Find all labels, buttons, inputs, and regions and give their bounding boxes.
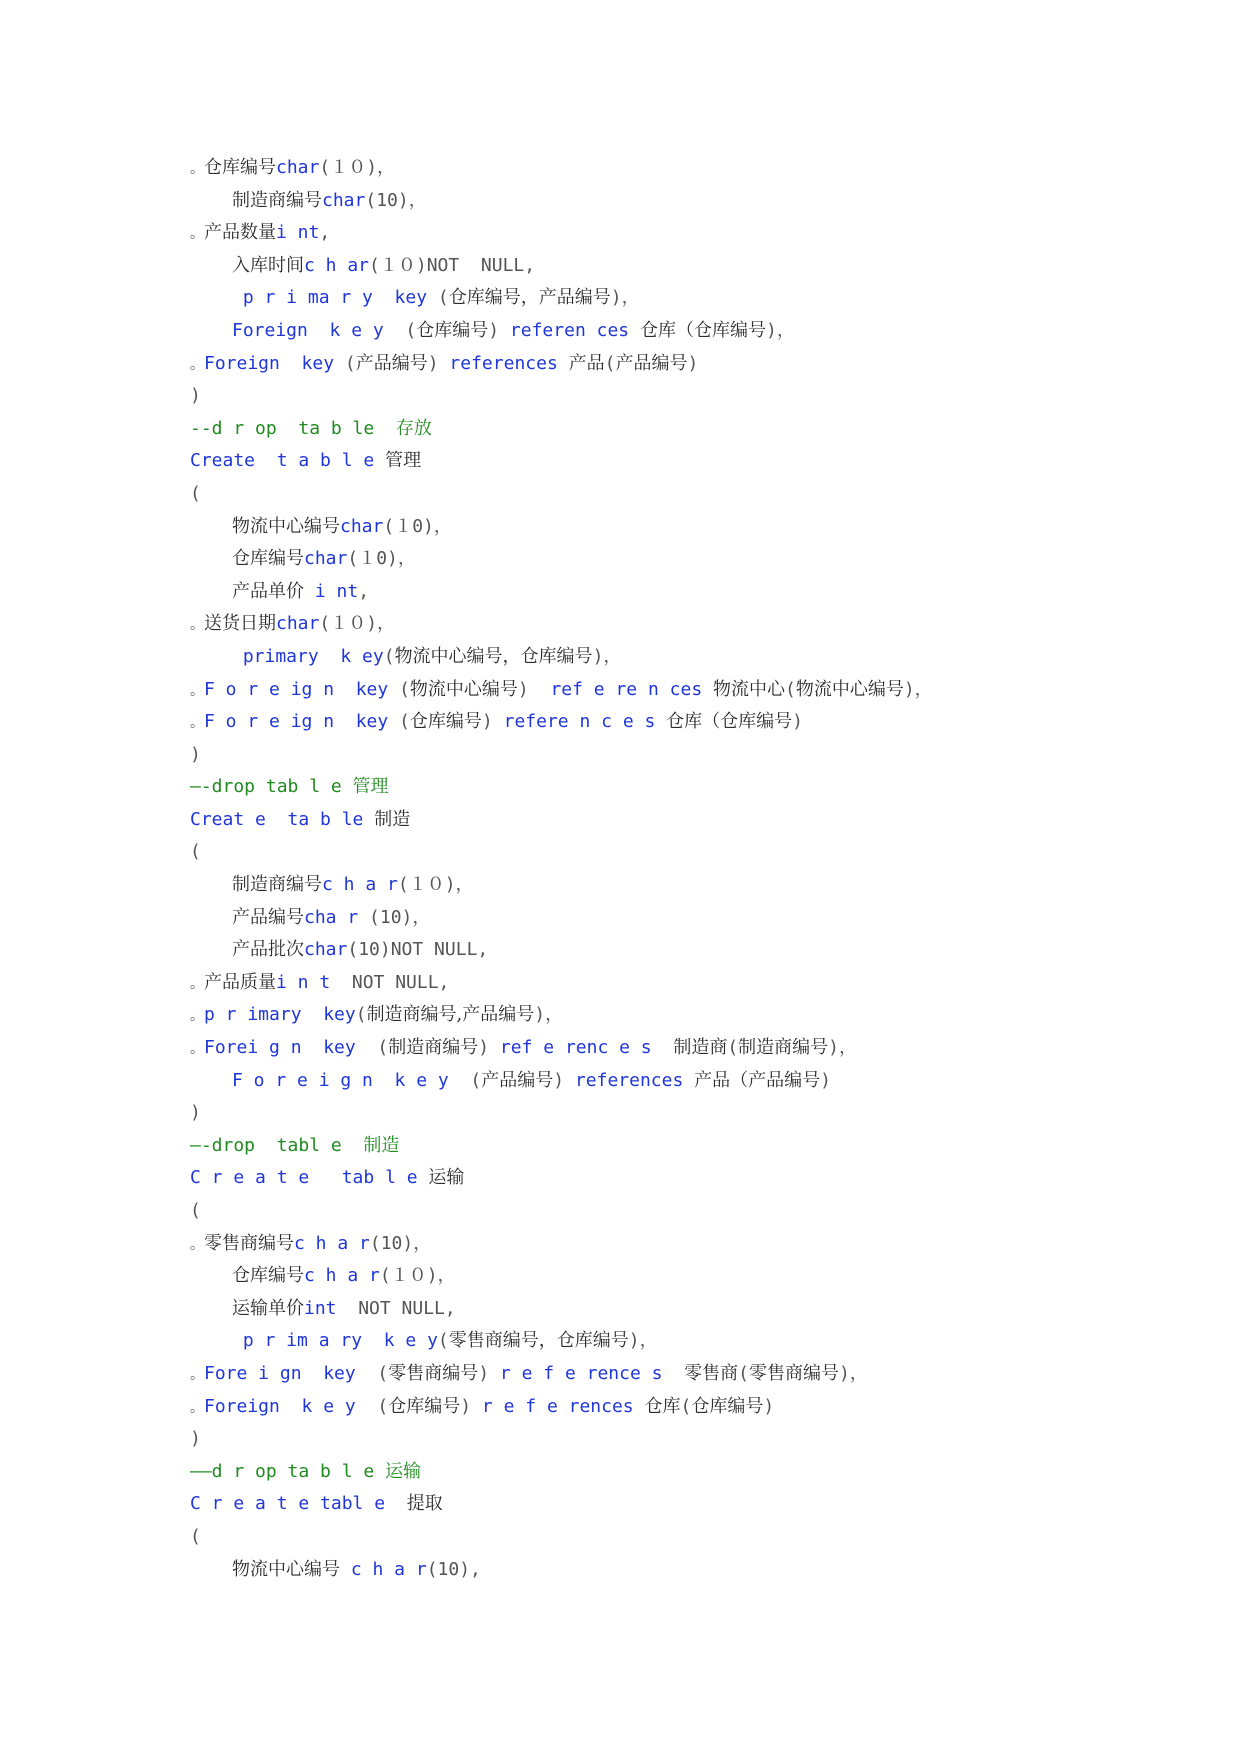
sql-punctuation: , xyxy=(358,580,370,602)
sql-punctuation xyxy=(655,711,666,732)
sql-punctuation xyxy=(363,809,374,830)
sql-keyword: F o r e i g n k e y xyxy=(232,1069,449,1091)
sql-punctuation: ) xyxy=(488,319,510,341)
cjk-identifier: 物流中心编号 xyxy=(409,678,518,700)
cjk-identifier: 产品 xyxy=(568,352,605,374)
list-bullet: 。 xyxy=(190,682,204,699)
sql-punctuation xyxy=(418,1167,429,1188)
cjk-identifier: 物流中心编号，仓库编号 xyxy=(394,645,593,667)
sql-punctuation: ) xyxy=(190,743,201,765)
sql-punctuation: (10), xyxy=(426,1558,481,1580)
code-line xyxy=(190,152,933,185)
sql-punctuation: ( xyxy=(383,319,417,341)
cjk-identifier: 运输 xyxy=(428,1167,465,1189)
sql-punctuation xyxy=(683,1070,694,1091)
code-line xyxy=(190,967,933,1000)
list-bullet: 。 xyxy=(190,1008,204,1025)
code-line xyxy=(190,185,933,218)
sql-punctuation: ) xyxy=(687,352,699,374)
code-line xyxy=(190,902,933,935)
sql-keyword: Creat e ta b le xyxy=(190,808,364,830)
code-line xyxy=(190,1032,933,1065)
code-line xyxy=(190,804,933,837)
sql-punctuation: (10)， xyxy=(369,1232,432,1254)
sql-keyword: cha r xyxy=(304,906,359,928)
sql-keyword: references xyxy=(449,352,558,374)
cjk-identifier: 物流中心 xyxy=(713,678,785,700)
sql-punctuation: ( xyxy=(437,1330,449,1352)
sql-keyword: refere n c e s xyxy=(503,711,656,733)
code-line xyxy=(190,1391,933,1424)
sql-punctuation: ( xyxy=(334,352,356,374)
sql-punctuation: ) xyxy=(190,385,201,407)
list-bullet: 。 xyxy=(190,1041,204,1058)
sql-keyword: c h a r xyxy=(294,1232,370,1254)
sql-punctuation: )， xyxy=(839,1362,868,1384)
code-line xyxy=(190,1456,933,1489)
sql-punctuation: (１０)， xyxy=(319,157,396,178)
sql-punctuation: ) xyxy=(763,1395,775,1417)
code-line xyxy=(190,1423,933,1456)
sql-punctuation: ) xyxy=(553,1069,575,1091)
sql-punctuation: ( xyxy=(785,678,796,700)
cjk-identifier: 制造商编号 xyxy=(232,874,322,896)
cjk-identifier: 仓库（仓库编号 xyxy=(666,711,793,733)
cjk-identifier: 产品单价 xyxy=(232,580,304,602)
list-bullet: 。 xyxy=(190,1399,204,1416)
sql-punctuation: )， xyxy=(610,287,640,309)
sql-keyword: char xyxy=(304,939,348,961)
sql-punctuation: ( xyxy=(355,1004,367,1026)
sql-punctuation: ) xyxy=(792,711,804,733)
cjk-identifier: 物流中心编号 xyxy=(795,678,904,700)
sql-keyword: references xyxy=(574,1069,684,1091)
sql-keyword: F o r e ig n key xyxy=(204,678,389,700)
cjk-identifier: 制造商编号 xyxy=(738,1037,829,1059)
code-line xyxy=(190,1521,933,1554)
cjk-identifier: 零售商编号，仓库编号 xyxy=(448,1330,629,1352)
cjk-identifier: 物流中心编号 xyxy=(232,1558,340,1580)
sql-punctuation: )， xyxy=(534,1004,564,1026)
cjk-identifier: 仓库 xyxy=(644,1395,681,1417)
sql-punctuation: ) xyxy=(190,1428,201,1450)
code-line xyxy=(190,1293,933,1326)
code-line xyxy=(190,1228,933,1261)
cjk-identifier: 产品编号 xyxy=(615,352,688,374)
code-line xyxy=(190,478,933,511)
code-line xyxy=(190,250,933,283)
list-bullet: 。 xyxy=(190,1236,204,1253)
cjk-identifier: 产品编号 xyxy=(481,1069,554,1091)
code-line xyxy=(190,869,933,902)
sql-punctuation: (１0)， xyxy=(347,548,416,570)
sql-punctuation: )， xyxy=(828,1037,858,1059)
list-bullet: 。 xyxy=(190,356,204,373)
list-bullet: 。 xyxy=(190,715,204,732)
sql-keyword: C r e a t e tab l e xyxy=(190,1167,418,1189)
cjk-identifier: 制造商编号 xyxy=(388,1037,479,1059)
code-line xyxy=(190,641,933,674)
sql-punctuation: ) xyxy=(481,711,504,733)
sql-keyword: ref e re n ces xyxy=(550,678,703,700)
sql-code-block xyxy=(190,152,933,1586)
sql-punctuation: ) xyxy=(190,1102,201,1124)
cjk-identifier: 制造商 xyxy=(673,1037,728,1059)
cjk-identifier: 零售商 xyxy=(684,1362,739,1384)
sql-keyword: int xyxy=(304,1297,337,1319)
sql-comment: --d r op ta b le 存放 xyxy=(190,417,432,439)
cjk-identifier: 零售商编号 xyxy=(749,1362,840,1384)
cjk-identifier: 制造商编号 xyxy=(232,189,322,211)
cjk-identifier: 产品编号 xyxy=(355,352,428,374)
sql-punctuation: ( xyxy=(388,678,410,700)
sql-keyword: i nt xyxy=(276,222,320,244)
code-line xyxy=(190,282,933,315)
cjk-identifier: 仓库编号 xyxy=(416,319,489,341)
code-line xyxy=(190,674,933,707)
code-line xyxy=(190,1358,933,1391)
sql-keyword: Create t a b l e xyxy=(190,450,375,472)
code-line xyxy=(190,771,933,804)
sql-keyword: char xyxy=(340,515,384,537)
list-bullet: 。 xyxy=(190,161,204,177)
code-line xyxy=(190,1195,933,1228)
sql-keyword: C r e a t e tabl e xyxy=(190,1493,386,1515)
sql-punctuation: ( xyxy=(383,645,395,667)
cjk-identifier: 运输单价 xyxy=(232,1297,304,1319)
sql-punctuation: )， xyxy=(592,645,622,667)
list-bullet: 。 xyxy=(190,617,204,634)
sql-keyword: c h ar xyxy=(304,254,370,276)
sql-punctuation: ( xyxy=(190,482,201,504)
sql-punctuation: (１０)NOT NULL, xyxy=(369,254,536,276)
sql-punctuation: )， xyxy=(765,319,795,341)
sql-keyword: i nt xyxy=(304,580,359,602)
list-bullet: 。 xyxy=(190,226,204,243)
sql-punctuation: , xyxy=(319,222,331,244)
sql-keyword: F o r e ig n key xyxy=(204,711,389,733)
code-line xyxy=(190,1325,933,1358)
sql-punctuation xyxy=(662,1363,684,1384)
sql-punctuation xyxy=(374,450,385,471)
cjk-identifier: 零售商编号 xyxy=(388,1362,479,1384)
sql-keyword: referen ces xyxy=(509,319,630,341)
cjk-identifier: 仓库编号 xyxy=(409,711,482,733)
sql-punctuation: ( xyxy=(355,1362,389,1384)
sql-punctuation: )， xyxy=(903,678,933,700)
sql-keyword: i n t xyxy=(276,971,331,993)
sql-punctuation: ) xyxy=(427,352,450,374)
code-line xyxy=(190,1065,933,1098)
cjk-identifier: 仓库编号 xyxy=(691,1395,764,1417)
cjk-identifier: 物流中心编号 xyxy=(232,515,340,537)
sql-punctuation: (１０)， xyxy=(319,613,396,635)
sql-keyword: p r im a ry k e y xyxy=(232,1330,438,1352)
sql-punctuation: NOT NULL, xyxy=(330,971,450,993)
cjk-identifier: 制造商编号,产品编号 xyxy=(366,1004,535,1026)
code-line xyxy=(190,348,933,381)
sql-punctuation: ) xyxy=(820,1069,832,1091)
sql-punctuation: NOT NULL, xyxy=(336,1297,456,1319)
sql-punctuation: ) xyxy=(517,678,551,700)
code-line xyxy=(190,217,933,250)
sql-punctuation xyxy=(634,1396,645,1417)
cjk-identifier: 入库时间 xyxy=(232,254,304,276)
sql-comment: —-drop tab l e 管理 xyxy=(190,776,389,798)
sql-keyword: primary k ey xyxy=(232,645,384,667)
code-line xyxy=(190,608,933,641)
sql-keyword: char xyxy=(276,613,320,635)
code-line xyxy=(190,1097,933,1130)
code-line xyxy=(190,1554,933,1587)
sql-punctuation: ) xyxy=(460,1395,482,1417)
sql-punctuation: ( xyxy=(190,1200,201,1221)
cjk-identifier: 制造 xyxy=(374,808,411,830)
code-line xyxy=(190,413,933,446)
code-line xyxy=(190,999,933,1032)
sql-punctuation: ( xyxy=(727,1037,739,1059)
sql-punctuation xyxy=(385,1493,407,1514)
cjk-identifier: 仓库（仓库编号 xyxy=(639,319,766,341)
sql-punctuation: (１０)， xyxy=(379,1265,456,1287)
sql-punctuation: ( xyxy=(388,711,410,733)
code-line xyxy=(190,934,933,967)
sql-keyword: char xyxy=(322,189,366,211)
sql-keyword: Forei g n key xyxy=(204,1037,356,1059)
cjk-identifier: 提取 xyxy=(406,1493,443,1515)
sql-keyword: Foreign k e y xyxy=(204,1395,356,1417)
sql-punctuation: ( xyxy=(604,352,616,374)
sql-keyword: char xyxy=(304,548,348,570)
sql-punctuation: ( xyxy=(680,1395,692,1417)
code-line xyxy=(190,380,933,413)
sql-punctuation xyxy=(652,1037,674,1058)
sql-keyword: Foreign key xyxy=(204,352,335,374)
cjk-identifier: 零售商编号 xyxy=(204,1232,294,1254)
sql-punctuation: ( xyxy=(190,1525,201,1547)
sql-keyword: c h a r xyxy=(304,1265,380,1287)
sql-punctuation: ) xyxy=(478,1037,500,1059)
sql-punctuation: (１0)， xyxy=(383,515,452,537)
cjk-identifier: 产品质量 xyxy=(204,971,276,993)
sql-keyword: Fore i gn key xyxy=(204,1362,356,1384)
sql-punctuation: ( xyxy=(448,1069,482,1091)
cjk-identifier: 产品（产品编号 xyxy=(694,1069,821,1091)
sql-keyword: p r imary key xyxy=(204,1004,356,1026)
sql-punctuation: ( xyxy=(427,287,449,309)
code-line xyxy=(190,1130,933,1163)
sql-punctuation xyxy=(629,320,640,341)
sql-punctuation: (１０)， xyxy=(397,874,474,896)
sql-punctuation: (10)， xyxy=(358,906,431,928)
sql-punctuation: (10)NOT NULL, xyxy=(347,939,489,961)
cjk-identifier: 仓库编号 xyxy=(388,1395,461,1417)
cjk-identifier: 产品编号 xyxy=(232,906,304,928)
cjk-identifier: 仓库编号 xyxy=(232,548,304,570)
code-line xyxy=(190,315,933,348)
sql-punctuation: ( xyxy=(355,1037,389,1059)
sql-keyword: ref e renc e s xyxy=(499,1037,652,1059)
sql-punctuation: ) xyxy=(478,1362,500,1384)
sql-comment: —-drop tabl e 制造 xyxy=(190,1134,400,1156)
sql-punctuation: ( xyxy=(355,1395,389,1417)
code-line xyxy=(190,1162,933,1195)
cjk-identifier: 管理 xyxy=(385,450,422,472)
sql-punctuation xyxy=(702,679,713,700)
sql-keyword: c h a r xyxy=(340,1558,427,1580)
sql-keyword: r e f e rence s xyxy=(499,1362,663,1384)
cjk-identifier: 送货日期 xyxy=(204,613,276,635)
list-bullet: 。 xyxy=(190,1366,204,1383)
cjk-identifier: 仓库编号 xyxy=(204,157,276,178)
cjk-identifier: 产品数量 xyxy=(204,222,276,244)
sql-punctuation xyxy=(558,353,569,374)
code-line xyxy=(190,836,933,869)
sql-punctuation: ( xyxy=(190,841,201,863)
list-bullet: 。 xyxy=(190,975,204,992)
cjk-identifier: 产品批次 xyxy=(232,939,304,961)
code-line xyxy=(190,445,933,478)
code-line xyxy=(190,543,933,576)
code-line xyxy=(190,1260,933,1293)
sql-punctuation: ( xyxy=(738,1362,750,1384)
code-line xyxy=(190,706,933,739)
cjk-identifier: 仓库编号 xyxy=(232,1265,304,1287)
sql-keyword: char xyxy=(276,157,320,178)
sql-punctuation: )， xyxy=(628,1330,658,1352)
sql-keyword: c h a r xyxy=(322,874,398,896)
sql-keyword: r e f e rences xyxy=(481,1395,634,1417)
code-line xyxy=(190,511,933,544)
sql-keyword: p r i ma r y key xyxy=(232,287,428,309)
sql-comment: ——d r op ta b l e 运输 xyxy=(190,1460,422,1482)
sql-keyword: Foreign k e y xyxy=(232,319,384,341)
sql-punctuation: (10)， xyxy=(365,189,427,211)
code-line xyxy=(190,739,933,772)
code-line xyxy=(190,1488,933,1521)
code-line xyxy=(190,576,933,609)
cjk-identifier: 仓库编号，产品编号 xyxy=(448,287,611,309)
